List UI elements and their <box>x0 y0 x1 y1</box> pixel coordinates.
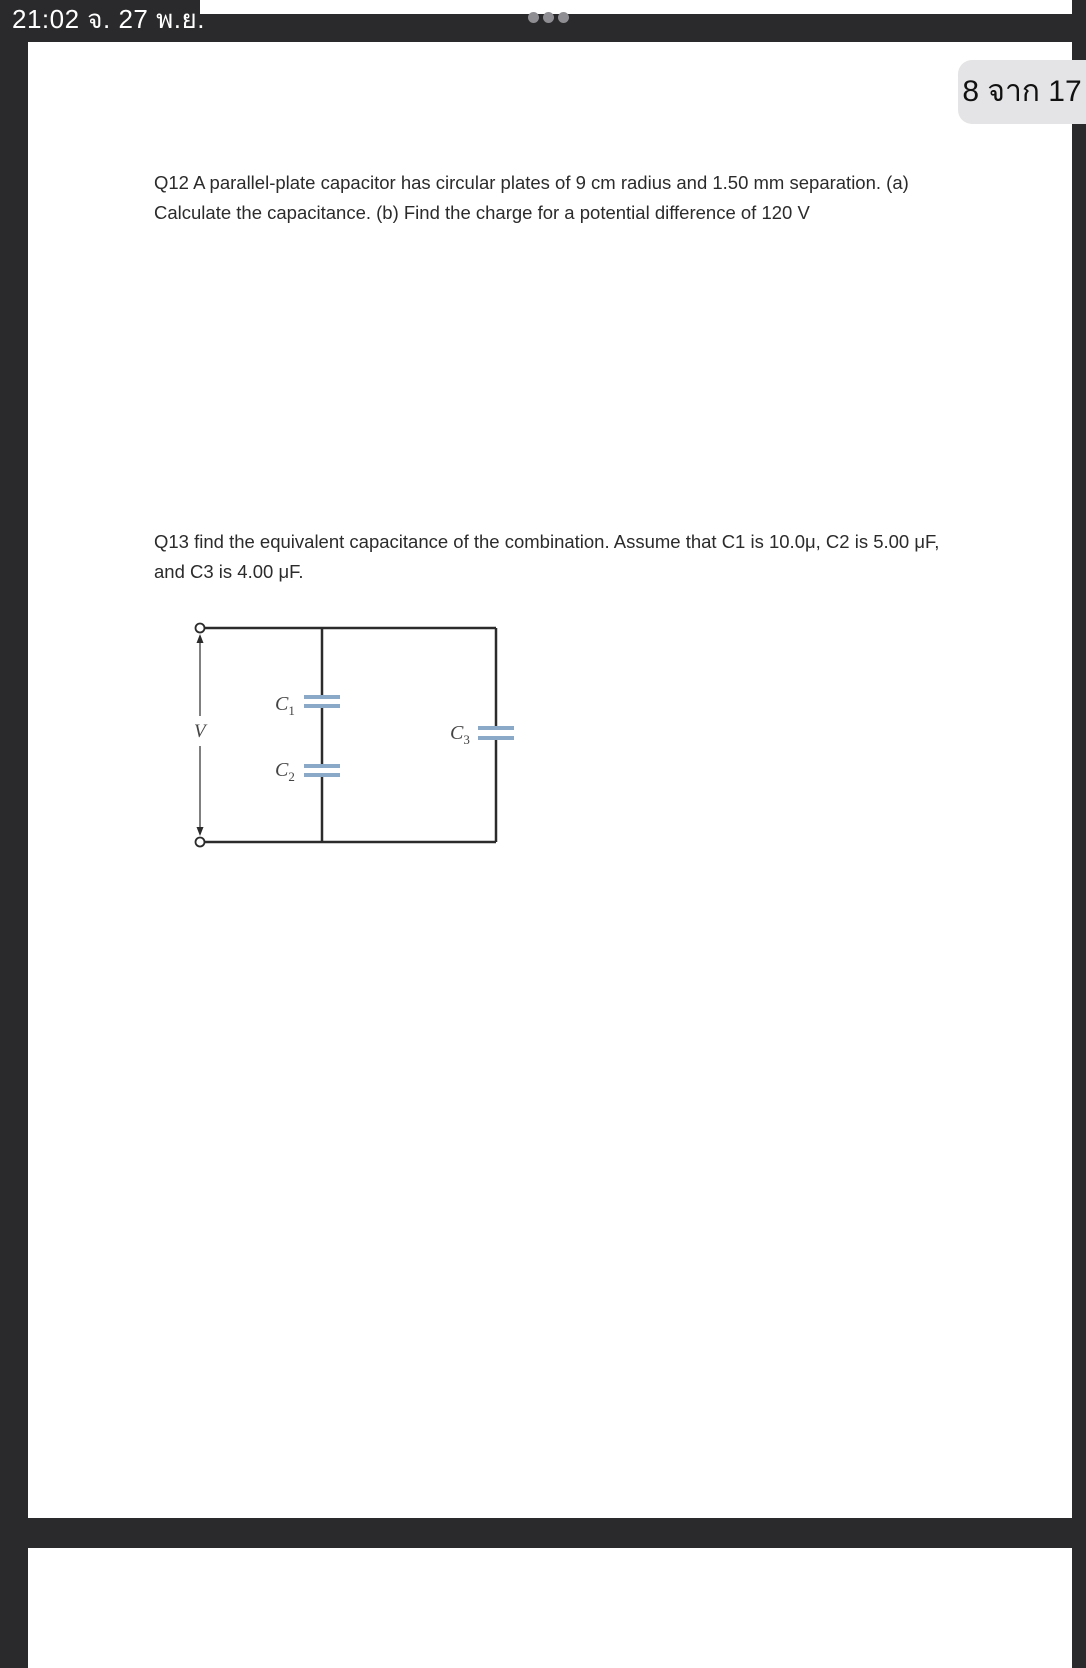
label-c3-subscript: 3 <box>463 732 470 747</box>
dot-icon <box>558 12 569 23</box>
multitask-menu-icon[interactable] <box>528 12 569 23</box>
page-indicator[interactable]: 8 จาก 17 <box>958 60 1086 124</box>
status-bar-strip <box>200 0 1072 14</box>
status-bar <box>0 0 1086 42</box>
status-time-date: 21:02 จ. 27 พ.ย. <box>12 4 205 34</box>
label-v: V <box>194 721 206 742</box>
circuit-svg <box>186 618 526 858</box>
dot-icon <box>543 12 554 23</box>
label-c3-letter: C <box>450 722 464 744</box>
label-c1-letter: C <box>275 693 289 715</box>
label-c1 <box>275 693 295 718</box>
question-12-text: Q12 A parallel-plate capacitor has circular plates of 9 cm radius and 1.50 mm separation. (a) Calculate the capacitance. (b) Find the charge for a potential difference of 120 V <box>154 172 909 223</box>
voltage-arrowhead-down <box>197 827 204 836</box>
label-c2-letter: C <box>275 759 289 781</box>
circuit-diagram <box>186 618 526 858</box>
dot-icon <box>528 12 539 23</box>
terminal-top <box>196 624 205 633</box>
label-c3 <box>450 722 470 747</box>
label-c2 <box>275 759 295 784</box>
terminal-bottom <box>196 838 205 847</box>
document-page-next <box>28 1548 1072 1668</box>
document-page <box>28 42 1072 1518</box>
label-c1-subscript: 1 <box>288 703 295 718</box>
label-c2-subscript: 2 <box>288 769 295 784</box>
question-13-text: Q13 find the equivalent capacitance of the combination. Assume that C1 is 10.0μ, C2 is 5.00 μF, and C3 is 4.00 μF. <box>154 531 940 582</box>
voltage-arrowhead-up <box>197 634 204 643</box>
